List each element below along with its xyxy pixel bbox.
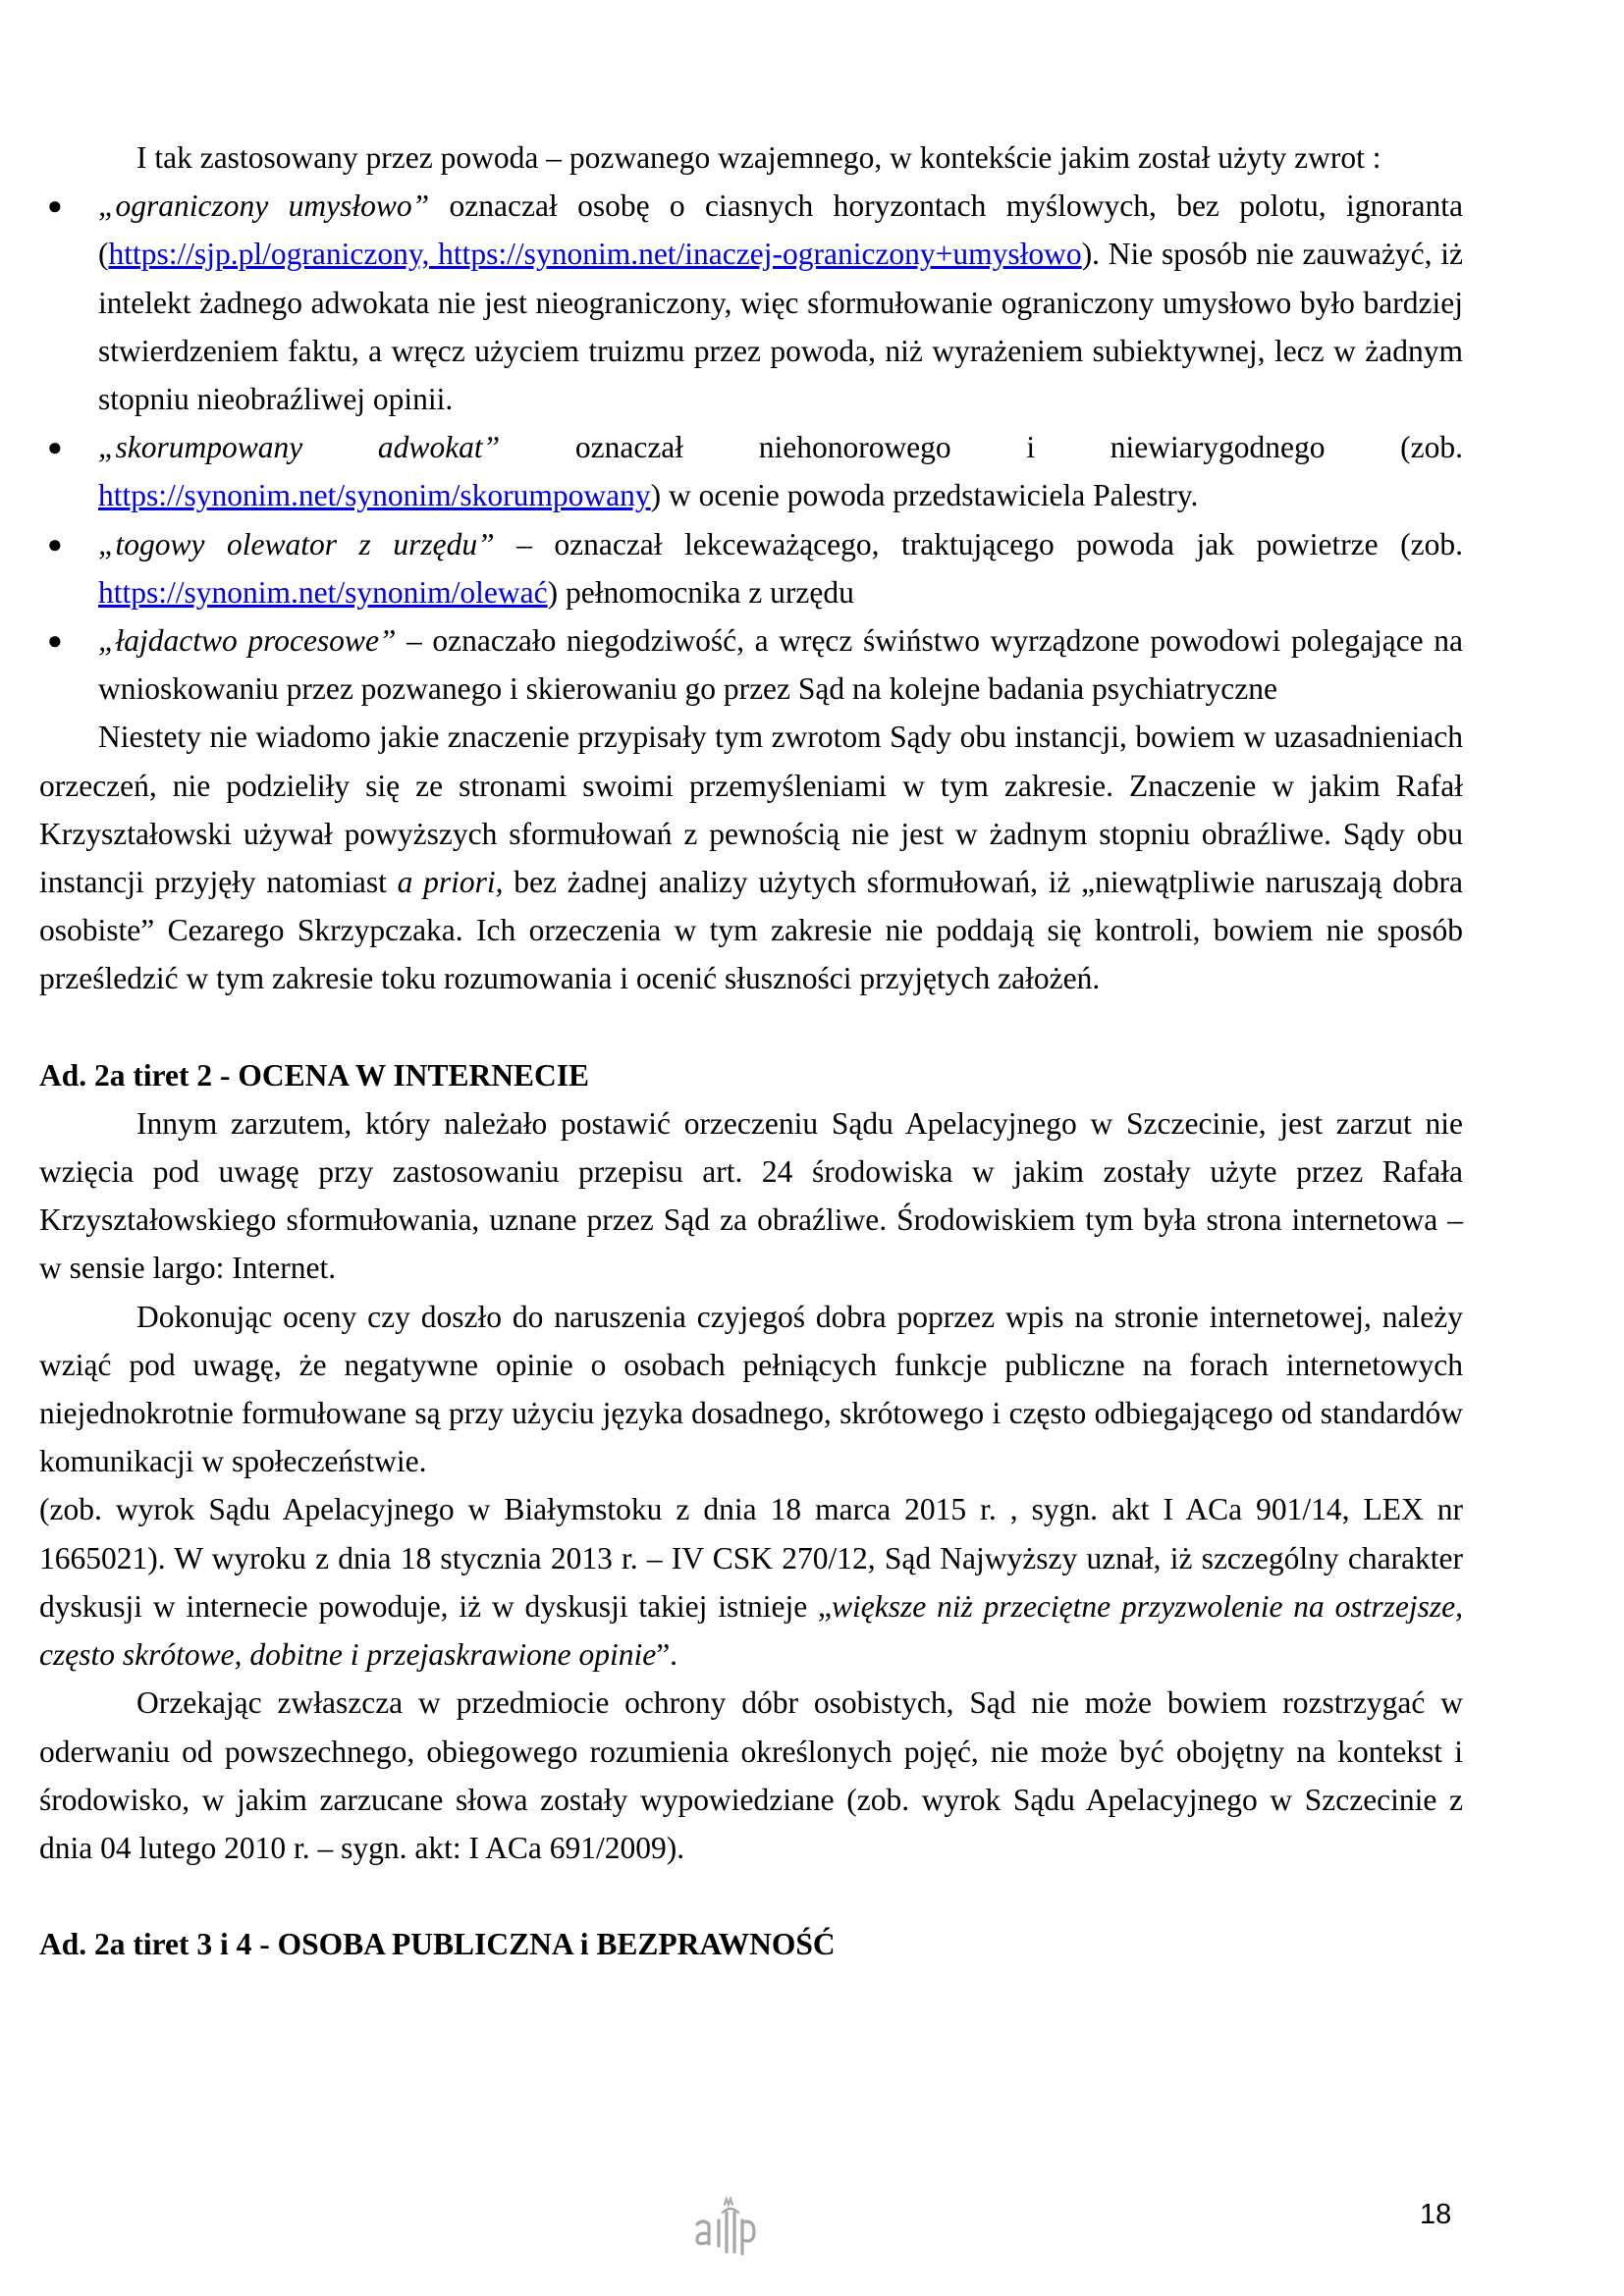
intro-text: I tak zastosowany przez powoda – pozwanego wzajemnego, w kontekście jakim został użyty zwrot : (136, 140, 1381, 175)
bullet-icon: ● (47, 626, 63, 656)
term-text-after-link: ) pełnomocnika z urzędu (547, 574, 854, 610)
bullet-icon: ● (47, 529, 63, 559)
paragraph-zob-wyrok (39, 1485, 1463, 1679)
section-heading-ocena: Ad. 2a tiret 2 - OCENA W INTERNECIE (39, 1057, 590, 1093)
bullet-icon: ● (47, 191, 63, 221)
intro-paragraph (39, 133, 1463, 182)
document-page (39, 133, 1463, 1968)
page-number: 18 (1420, 2199, 1452, 2230)
link-synonim-olewac[interactable]: https://synonim.net/synonim/olewać (98, 574, 548, 610)
paragraph-innym-zarzutem: Innym zarzutem, który należało postawić orzeczeniu Sądu Apelacyjnego w Szczecinie, jest zarzut nie wzięcia pod uwagę przy zastosowaniu przepisu art. 24 środowiska w jakim zostały użyte przez Rafała Krzyształowskiego sformułowania, uznane przez Sąd za obraźliwe. Środowiskiem tym była strona internetowa – w sensie largo: Internet. (39, 1105, 1463, 1286)
term-text: – oznaczało niegodziwość, a wręcz świństwo wyrządzone powodowi polegające na wnioskowaniu przez pozwanego i skierowaniu go przez Sąd na kolejne badania psychiatryczne (98, 623, 1464, 707)
link-sjp-synonim[interactable]: https://sjp.pl/ograniczony, https://synonim.net/inaczej-ograniczony+umysłowo (108, 237, 1082, 272)
aip-logo-icon (689, 2191, 764, 2258)
latin-phrase: a priori, (397, 865, 504, 900)
paragraph-text: ”. (656, 1637, 678, 1673)
list-item-lajdactwo (39, 616, 1463, 713)
list-item-togowy (39, 520, 1463, 616)
paragraph-dokonujac: Dokonując oceny czy doszło do naruszenia czyjegoś dobra poprzez wpis na stronie internetowej, należy wziąć pod uwagę, że negatywne opinie o osobach pełniących funkcje publiczne na forach internetowych niejednokrotnie formułowane są przy użyciu języka dosadnego, skrótowego i często odbiegającego od standardów komunikacji w społeczeństwie. (39, 1299, 1463, 1479)
term-list (39, 182, 1463, 713)
spacer (39, 1003, 1463, 1051)
paragraph-text: (zob. wyrok Sądu Apelacyjnego w Białymstoku z dnia 18 marca 2015 r. , sygn. akt I ACa 901/14, LEX nr 1665021). W wyroku z dnia 18 stycznia 2013 r. – IV CSK 270/12, Sąd Najwyższy uznał, iż szczególny charakter dyskusji w internecie powoduje, iż w dyskusji takiej istnieje „ (39, 1492, 1463, 1624)
link-synonim-skorumpowany[interactable]: https://synonim.net/synonim/skorumpowany (98, 478, 651, 513)
term-lajdactwo: „łajdactwo procesowe” (98, 623, 397, 659)
term-text-before-link: – oznaczał lekceważącego, traktującego powoda jak powietrze (zob. (494, 526, 1464, 561)
paragraph-text: bez żadnej analizy użytych sformułowań, iż „niewątpliwie naruszają dobra osobiste” Cezarego Skrzypczaka. Ich orzeczenia w tym zakresie nie poddają się kontroli, bowiem nie sposób prześledzić w tym zakresie toku rozumowania i ocenić słuszności przyjętych założeń. (39, 865, 1463, 996)
term-text-before-link: oznaczał niehonorowego i niewiarygodnego (zob. (500, 430, 1463, 465)
list-item-ograniczony (39, 182, 1463, 423)
bullet-icon: ● (47, 433, 63, 462)
paragraph-text: Niestety nie wiadomo jakie znaczenie przypisały tym zwrotom Sądy obu instancji, bowiem w uzasadnieniach orzeczeń, nie podzieliły się ze stronami swoimi przemyśleniami w tym zakresie. Znaczenie w jakim Rafał Krzyształowski używał powyższych sformułowań z pewnością nie jest w żadnym stopniu obraźliwe. Sądy obu instancji przyjęły natomiast (39, 720, 1463, 900)
term-togowy: „togowy olewator z urzędu” (98, 526, 495, 561)
quoted-ruling: większe niż przeciętne przyzwolenie na ostrzejsze, często skrótowe, dobitne i przejaskrawione opinie (39, 1588, 1463, 1673)
term-skorumpowany: „skorumpowany adwokat” (98, 430, 501, 465)
term-ograniczony: „ograniczony umysłowo” (98, 188, 430, 224)
paragraph-orzekajac: Orzekając zwłaszcza w przedmiocie ochrony dóbr osobistych, Sąd nie może bowiem rozstrzygać w oderwaniu od powszechnego, obiegowego rozumienia określonych pojęć, nie może być obojętny na kontekst i środowisko, w jakim zarzucane słowa zostały wypowiedziane (zob. wyrok Sądu Apelacyjnego w Szczecinie z dnia 04 lutego 2010 r. – sygn. akt: I ACa 691/2009). (39, 1685, 1463, 1865)
term-text-after-link: ). Nie sposób nie zauważyć, iż intelekt żadnego adwokata nie jest nieograniczony, więc sformułowanie ograniczony umysłowo było bardziej stwierdzeniem faktu, a wręcz użyciem truizmu przez powoda, niż wyrażeniem subiektywnej, lecz w żadnym stopniu nieobraźliwej opinii. (98, 237, 1464, 417)
section-heading-osoba-publiczna: Ad. 2a tiret 3 i 4 - OSOBA PUBLICZNA i BEZPRAWNOŚĆ (39, 1927, 836, 1962)
term-text-before-link: oznaczał osobę o ciasnych horyzontach myślowych, bez polotu, ignoranta ( (98, 188, 1463, 272)
paragraph-niestety (39, 713, 1463, 1002)
term-text-after-link: ) w ocenie powoda przedstawiciela Palestry. (650, 478, 1199, 513)
list-item-skorumpowany (39, 423, 1463, 519)
spacer (39, 1872, 1463, 1920)
